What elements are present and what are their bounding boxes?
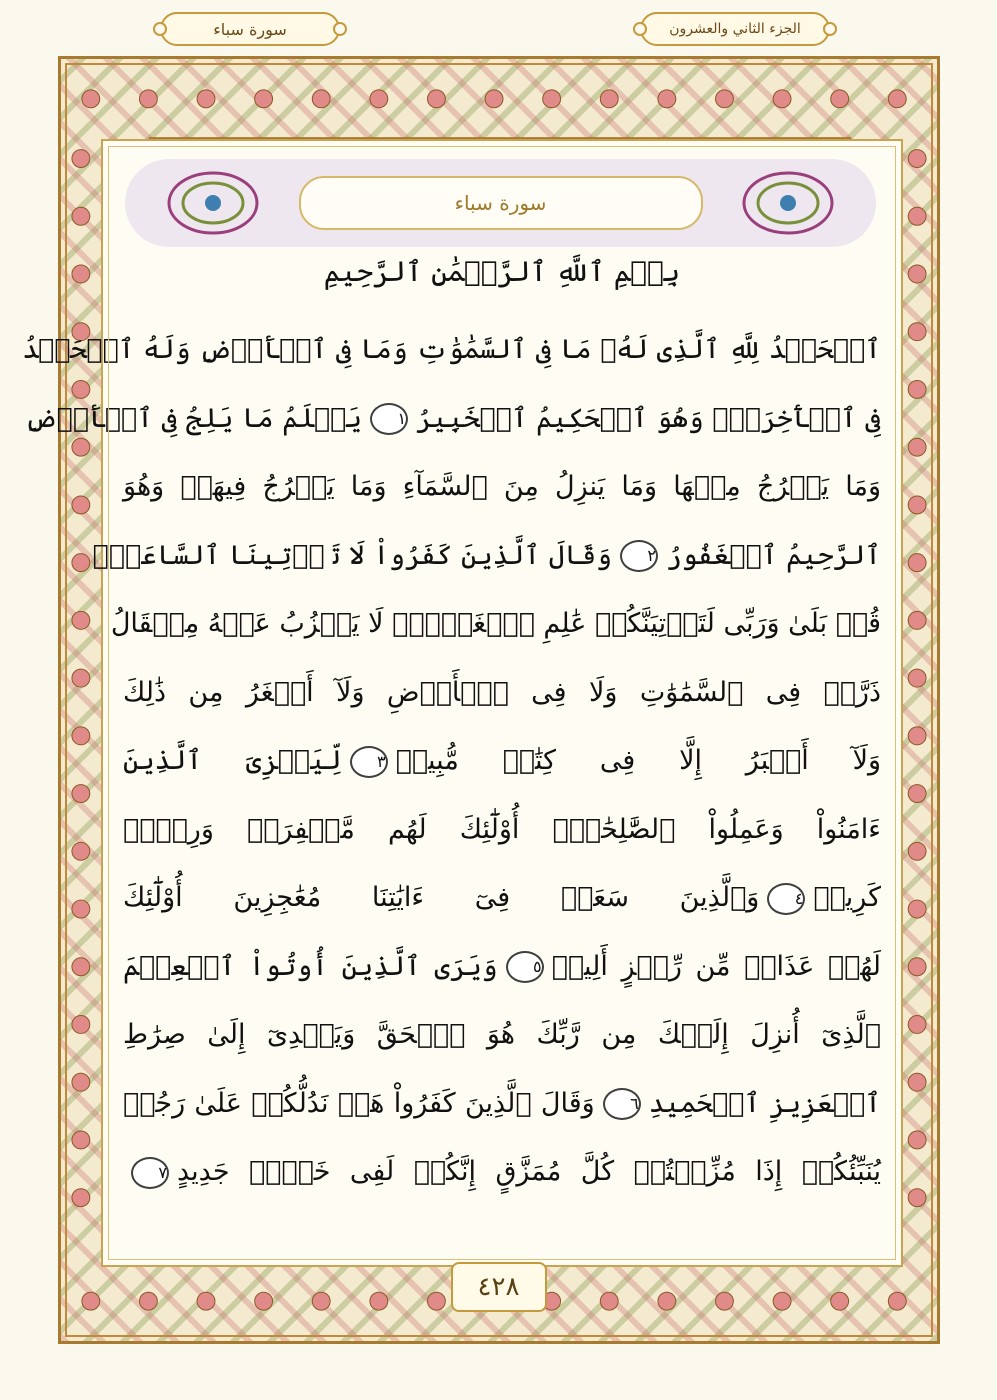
rosette-icon — [831, 90, 849, 108]
verse-text: فِى ٱلۡأٓخِرَةِۚ وَهُوَ ٱلۡحَكِيمُ ٱلۡخَبِيرُ — [416, 402, 881, 434]
rosette-icon — [72, 150, 90, 168]
verse-text: ٱلَّذِىٓ أُنزِلَ إِلَيۡكَ مِن رَّبِّكَ هُوَ ٱلۡحَقَّ وَيَهۡدِىٓ إِلَىٰ صِرَٰطِ — [123, 1019, 881, 1050]
verse-line — [123, 1138, 881, 1207]
rosette-icon — [72, 785, 90, 803]
rosette-icon — [888, 1292, 906, 1310]
ornamental-frame — [22, 56, 940, 1344]
juz-header-text: الجزء الثاني والعشرون — [669, 21, 801, 37]
rosette-icon — [72, 669, 90, 687]
label-cap-icon — [633, 22, 647, 36]
verse-lines — [22, 316, 882, 1207]
rosette-icon — [716, 1292, 734, 1310]
rosette-icon — [658, 1292, 676, 1310]
rosette-icon — [197, 1292, 215, 1310]
rosette-icon — [716, 90, 734, 108]
verse-line — [123, 864, 881, 933]
verse-line — [92, 522, 881, 591]
rosette-icon — [831, 1292, 849, 1310]
rosette-icon — [255, 1292, 273, 1310]
verse-line — [123, 1070, 881, 1139]
verse-text: وَلَآ أَكۡبَرُ إِلَّا فِى كِتَٰبٖ مُّبِينٖ — [395, 745, 882, 776]
rosette-icon — [72, 1073, 90, 1091]
rosette-icon — [908, 496, 926, 514]
juz-header-label — [640, 12, 830, 46]
rosette-icon — [543, 90, 561, 108]
rosette-icon — [658, 90, 676, 108]
rosette-icon — [908, 265, 926, 283]
rosette-icon — [908, 900, 926, 918]
rosette-icon — [908, 727, 926, 745]
verse-line — [123, 453, 881, 522]
verse-text: لَهُمۡ عَذَابٞ مِّن رِّجۡزٍ أَلِيمٞ — [551, 950, 882, 982]
rosette-icon — [908, 150, 926, 168]
rosette-icon — [600, 1292, 618, 1310]
rosette-icon — [600, 90, 618, 108]
rosette-icon — [312, 1292, 330, 1310]
rosette-icon — [908, 438, 926, 456]
verse-text: لِّيَجۡزِىَ ٱلَّذِينَ — [123, 745, 342, 776]
verse-text: ءَامَنُواْ وَعَمِلُواْ ٱلصَّٰلِحَٰتِۚ أُوْلَٰٓئِكَ لَهُم مَّغۡفِرَةٞ وَرِزۡقٞ — [123, 813, 881, 845]
rosette-icon — [255, 90, 273, 108]
verse-text: وَمَا يَخۡرُجُ مِنۡهَا وَمَا يَنزِلُ مِنَ ٱلسَّمَآءِ وَمَا يَعۡرُجُ فِيهَاۚ وَهُوَ — [123, 471, 881, 502]
rosette-icon — [908, 380, 926, 398]
medallion-icon — [740, 169, 836, 237]
verse-text: قُلۡ بَلَىٰ وَرَبِّى لَتَأۡتِيَنَّكُمۡ عَٰلِمِ ٱلۡغَيۡبِۖ لَا يَعۡزُبُ عَنۡهُ مِثۡقَالُ — [110, 608, 881, 639]
verse-line — [22, 316, 881, 385]
rosette-icon — [72, 496, 90, 514]
surah-title-band — [125, 159, 876, 247]
surah-title-text: سورة سباء — [454, 191, 547, 215]
rosette-icon — [72, 1016, 90, 1034]
rosette-icon — [72, 265, 90, 283]
verse-text: ٱلۡحَمۡدُ لِلَّهِ ٱلَّذِى لَهُۥ مَا فِى ٱلسَّمَٰوَٰتِ وَمَا فِى ٱلۡأَرۡضِ وَلَهُ ٱلۡحَمۡدُ — [22, 334, 881, 365]
ayah-number-marker: ٧ — [131, 1157, 169, 1189]
rosette-icon — [908, 554, 926, 572]
verse-line — [24, 385, 881, 454]
verse-text: وَقَالَ ٱلَّذِينَ كَفَرُواْ لَا تَأۡتِينَا ٱلسَّاعَةُۖ — [92, 539, 612, 571]
verse-text: ذَرَّةٖ فِى ٱلسَّمَٰوَٰتِ وَلَا فِى ٱلۡأَرۡضِ وَلَآ أَصۡغَرُ مِن ذَٰلِكَ — [123, 676, 881, 708]
rosette-icon — [908, 1073, 926, 1091]
verse-line — [123, 1001, 881, 1070]
rosette-icon — [139, 1292, 157, 1310]
verse-text: يَعۡلَمُ مَا يَلِجُ فِى ٱلۡأَرۡضِ — [24, 402, 363, 434]
rosette-icon — [908, 958, 926, 976]
rosette-icon — [312, 90, 330, 108]
surah-header-label — [160, 12, 340, 46]
ayah-number-marker: ٤ — [767, 883, 805, 915]
verse-line — [123, 796, 881, 865]
rosette-icon — [908, 1131, 926, 1149]
rosette-icon — [139, 90, 157, 108]
basmala: بِسۡمِ ٱللَّهِ ٱلرَّحۡمَٰنِ ٱلرَّحِيمِ — [323, 255, 681, 288]
rosette-icon — [908, 323, 926, 341]
rosette-icon — [773, 1292, 791, 1310]
surah-title — [299, 176, 703, 230]
ayah-number-marker: ٥ — [506, 951, 544, 983]
surah-header-text: سورة سباء — [213, 19, 287, 39]
rosette-icon — [888, 90, 906, 108]
rosette-icon — [908, 611, 926, 629]
verse-text: وَقَالَ ٱلَّذِينَ كَفَرُواْ هَلۡ نَدُلُّكُمۡ عَلَىٰ رَجُلٖ — [123, 1087, 595, 1119]
verse-text: ٱلۡعَزِيزِ ٱلۡحَمِيدِ — [648, 1087, 881, 1119]
rosette-icon — [908, 1016, 926, 1034]
verse-line — [123, 659, 881, 728]
rosette-icon — [72, 727, 90, 745]
rosette-icon — [72, 1189, 90, 1207]
rosette-icon — [370, 1292, 388, 1310]
label-cap-icon — [823, 22, 837, 36]
rosette-icon — [908, 842, 926, 860]
rosette-icon — [82, 90, 100, 108]
ayah-number-marker: ١ — [370, 403, 408, 435]
rosette-icon — [773, 90, 791, 108]
rosette-icon — [72, 900, 90, 918]
verse-line — [110, 590, 881, 659]
rosette-icon — [197, 90, 215, 108]
verse-text: وَيَرَى ٱلَّذِينَ أُوتُواْ ٱلۡعِلۡمَ — [123, 950, 498, 982]
page-panel — [22, 139, 903, 1267]
rosette-icon — [908, 207, 926, 225]
rosette-icon — [908, 1189, 926, 1207]
rosette-icon — [370, 90, 388, 108]
verse-text: ٱلرَّحِيمُ ٱلۡغَفُورُ — [665, 539, 881, 571]
medallion-icon — [165, 169, 261, 237]
rosette-icon — [72, 842, 90, 860]
verse-text: كَرِيمٞ — [813, 882, 881, 913]
label-cap-icon — [333, 22, 347, 36]
rosette-icon — [427, 90, 445, 108]
rosette-icon — [908, 669, 926, 687]
ayah-number-marker: ٣ — [350, 746, 388, 778]
verse-text: وَٱلَّذِينَ سَعَوۡ فِىٓ ءَايَٰتِنَا مُعَٰجِزِينَ أُوْلَٰٓئِكَ — [123, 882, 760, 913]
page-number: ٤٢٨ — [451, 1262, 547, 1312]
ayah-number-marker: ٢ — [620, 540, 658, 572]
rosette-icon — [72, 554, 90, 572]
rosette-icon — [908, 785, 926, 803]
rosette-icon — [82, 1292, 100, 1310]
rosette-icon — [72, 611, 90, 629]
rosette-icon — [485, 90, 503, 108]
rosette-icon — [72, 207, 90, 225]
label-cap-icon — [153, 22, 167, 36]
rosette-icon — [72, 958, 90, 976]
rosette-icon — [72, 1131, 90, 1149]
rosette-icon — [427, 1292, 445, 1310]
verse-line — [123, 727, 881, 796]
verse-text: يُنَبِّئُكُمۡ إِذَا مُزِّقۡتُمۡ كُلَّ مُمَزَّقٍ إِنَّكُمۡ لَفِى خَلۡقٖ جَدِيدٍ — [177, 1156, 881, 1187]
ayah-number-marker: ٦ — [603, 1088, 641, 1120]
verse-line — [123, 933, 881, 1002]
